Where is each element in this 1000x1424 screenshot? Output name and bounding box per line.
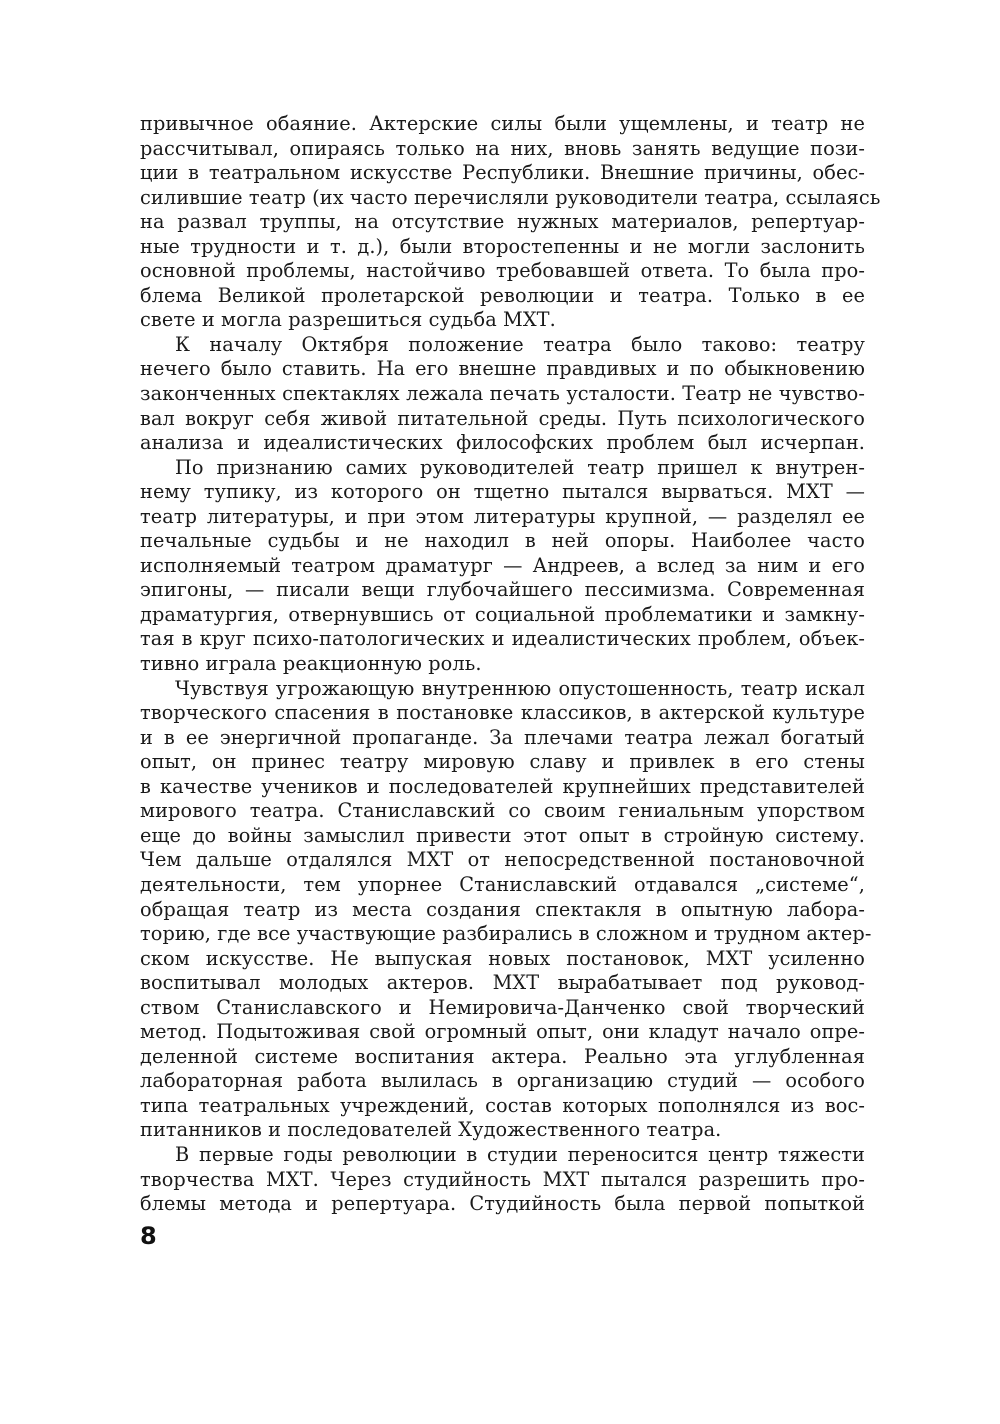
text-line: свете и могла разрешиться судьба МХТ. bbox=[140, 308, 556, 332]
text-line: К началу Октября положение театра было таково: театру bbox=[175, 332, 865, 356]
text-line: ством Станиславского и Немировича-Данченко свой творческий bbox=[140, 995, 865, 1019]
text-line: опыт, он принес театру мировую славу и привлек в его стены bbox=[140, 750, 865, 774]
text-line: В первые годы революции в студии переносится центр тяжести bbox=[175, 1142, 865, 1166]
text-line: творческого спасения в постановке классиков, в актерской культуре bbox=[140, 701, 865, 725]
body-text bbox=[140, 112, 881, 1217]
text-line: Чем дальше отдалялся МХТ от непосредственной постановочной bbox=[140, 848, 865, 872]
text-line: блемы метода и репертуара. Студийность была первой попыткой bbox=[140, 1192, 865, 1216]
text-line: нечего было ставить. На его внешне правдивых и по обыкновению bbox=[140, 357, 865, 381]
text-line: тая в круг психо-патологических и идеалистических проблем, объек- bbox=[140, 627, 865, 651]
text-line: метод. Подытоживая свой огромный опыт, они кладут начало опре- bbox=[140, 1020, 865, 1044]
text-line: привычное обаяние. Актерские силы были ущемлены, и театр не bbox=[140, 112, 865, 135]
text-line: торию, где все участвующие разбирались в сложном и трудном актер- bbox=[140, 922, 872, 946]
text-line: обращая театр из места создания спектакля в опытную лабора- bbox=[140, 897, 865, 921]
text-line: деленной системе воспитания актера. Реально эта углубленная bbox=[140, 1044, 865, 1068]
text-line: основной проблемы, настойчиво требовавшей ответа. То была про- bbox=[140, 259, 865, 283]
text-line: мирового театра. Станиславский со своим гениальным упорством bbox=[140, 799, 865, 823]
text-line: еще до войны замыслил привести этот опыт в стройную систему. bbox=[140, 823, 865, 847]
paragraph-5 bbox=[140, 1143, 865, 1217]
text-line: тивно играла реакционную роль. bbox=[140, 652, 482, 676]
text-line: вал вокруг себя живой питательной среды. Путь психологического bbox=[140, 406, 865, 430]
text-line: исполняемый театром драматург — Андреев, а вслед за ним и его bbox=[140, 553, 865, 577]
text-line: творчества МХТ. Через студийность МХТ пытался разрешить про- bbox=[140, 1167, 865, 1191]
text-line: блема Великой пролетарской революции и театра. Только в ее bbox=[140, 283, 865, 307]
text-line: на развал труппы, на отсутствие нужных материалов, репертуар- bbox=[140, 210, 865, 234]
text-line: эпигоны, — писали вещи глубочайшего пессимизма. Современная bbox=[140, 578, 865, 602]
text-line: ском искусстве. Не выпуская новых постановок, МХТ усиленно bbox=[140, 946, 865, 970]
page-number: 8 bbox=[140, 1222, 157, 1250]
text-line: рассчитывал, опираясь только на них, вновь занять ведущие пози- bbox=[140, 136, 865, 160]
paragraph-1 bbox=[140, 112, 881, 333]
paragraph-4 bbox=[140, 676, 872, 1143]
text-line: драматургия, отвернувшись от социальной проблематики и замкну- bbox=[140, 602, 865, 626]
text-line: По признанию самих руководителей театр пришел к внутрен- bbox=[175, 455, 865, 479]
text-line: типа театральных учреждений, состав которых пополнялся из вос- bbox=[140, 1093, 865, 1117]
text-line: и в ее энергичной пропаганде. За плечами театра лежал богатый bbox=[140, 725, 865, 749]
text-line: силившие театр (их часто перечисляли руководители театра, ссылаясь bbox=[140, 185, 881, 209]
text-line: анализа и идеалистических философских проблем был исчерпан. bbox=[140, 431, 865, 455]
text-line: воспитывал молодых актеров. МХТ вырабатывает под руковод- bbox=[140, 971, 865, 995]
paragraph-2 bbox=[140, 333, 865, 456]
text-line: питанников и последователей Художественного театра. bbox=[140, 1118, 722, 1142]
text-line: ные трудности и т. д.), были второстепенны и не могли заслонить bbox=[140, 234, 865, 258]
text-line: лабораторная работа вылилась в организацию студий — особого bbox=[140, 1069, 865, 1093]
text-line: нему тупику, из которого он тщетно пытался вырваться. МХТ — bbox=[140, 480, 865, 504]
text-line: законченных спектаклях лежала печать усталости. Театр не чувство- bbox=[140, 382, 865, 406]
text-line: в качестве учеников и последователей крупнейших представителей bbox=[140, 774, 865, 798]
text-line: печальные судьбы и не находил в ней опоры. Наиболее часто bbox=[140, 529, 865, 553]
text-line: ции в театральном искусстве Республики. Внешние причины, обес- bbox=[140, 161, 865, 185]
paragraph-3 bbox=[140, 456, 865, 677]
text-line: деятельности, тем упорнее Станиславский отдавался „системе“, bbox=[140, 872, 865, 896]
text-line: театр литературы, и при этом литературы крупной, — разделял ее bbox=[140, 504, 865, 528]
text-line: Чувствуя угрожающую внутреннюю опустошенность, театр искал bbox=[175, 676, 865, 700]
